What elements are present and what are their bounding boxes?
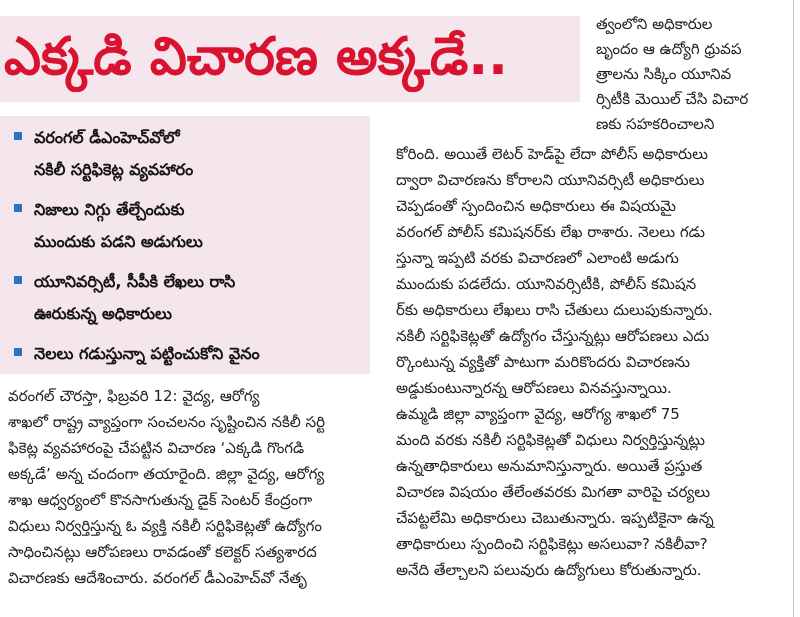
article-line: ద్వారా విచారణను కోరాలని యూనివర్సిటీ అధికారులు [396,171,705,189]
highlight-line: నెలలు గడుస్తున్నా పట్టించుకోని వైనం [34,344,260,363]
square-bullet-icon [14,204,22,212]
article-line: ణకు సహకరించాలని [596,115,715,133]
article-line: ర్కొంటున్న వ్యక్తితో పాటుగా మరికొందరు విచారణను [396,353,690,371]
article-line: అనేది తేల్చాలని పలువురు ఉద్యోగులు కోరుతున్నారు. [396,561,702,579]
article-line: వరంగల్ చౌరస్తా, ఫిబ్రవరి 12: వైద్య, ఆరోగ్య [8,387,260,405]
article-line: తాధికారులు స్పందించి సర్టిఫికెట్లు అసలువా? నకిలీవా? [396,535,708,553]
highlight-line: ముందుకు పడని అడుగులు [34,232,203,251]
article-line: అడ్డుకుంటున్నారన్న ఆరోపణలు వినవస్తున్నాయి. [396,379,672,397]
article-line: శాఖ ఆధ్వర్యంలో కొనసాగుతున్న డైక్ సెంటర్ కేంద్రంగా [8,491,313,509]
square-bullet-icon [14,276,22,284]
square-bullet-icon [14,132,22,140]
article-line: విధులు నిర్వర్తిస్తున్న ఓ వ్యక్తి నకిలీ సర్టిఫికెట్లతో ఉద్యోగం [8,517,323,535]
article-line: సాధించినట్లు ఆరోపణలు రావడంతో కలెక్టర్ సత్యశారద [8,543,317,561]
article-line: త్రాలను సిక్కిం యూనివ [596,65,732,83]
article-line: విచారణ విషయం తేలేంతవరకు మిగతా వారిపై చర్యలు [396,483,711,501]
square-bullet-icon [14,348,22,356]
article-line: చెప్పడంతో స్పందించిన అధికారులు ఈ విషయమై [396,197,677,215]
highlight-item [0,194,370,258]
article-line: వరంగల్ పోలీస్ కమిషనర్‌కు లేఖ రాశారు. నెలలు గడు [396,223,705,241]
highlight-line: నిజాలు నిగ్గు తేల్చేందుకు [34,200,185,219]
highlight-item [0,338,370,370]
article-line: నకిలీ సర్టిఫికెట్లతో ఉద్యోగం చేస్తున్నట్లు ఆరోపణలు ఎదు [396,327,710,345]
column-rule [793,0,794,617]
article-line: బృందం ఆ ఉద్యోగి ధ్రువప [596,40,742,58]
highlight-line: యూనివర్సిటీ, సీపీకి లేఖలు రాసి [34,272,236,291]
article-line: ర్సిటీకి మెయిల్ చేసి విచార [596,90,749,108]
article-line: ఉన్నతాధికారులు అనుమానిస్తున్నారు. అయితే ప్రస్తుత [396,457,703,475]
article-line: మంది వరకు నకిలీ సర్టిఫికెట్లతో విధులు నిర్వర్తిస్తున్నట్లు [396,431,705,449]
article-line: విచారణకు ఆదేశించారు. వరంగల్ డీఎంహెచ్‌వో నేతృ [8,569,307,587]
highlight-line: ఊరుకున్న అధికారులు [34,304,172,323]
highlight-line: వరంగల్ డీఎంహెచ్‌వోలో [34,128,180,147]
highlight-item [0,266,370,330]
article-line: శాఖలో రాష్ట్ర వ్యాప్తంగా సంచలనం సృష్టించిన నకిలీ సర్టి [8,413,325,431]
article-line: ఫికెట్ల వ్యవహారంపై చేపట్టిన విచారణ ‘ఎక్కడి గొంగడి [8,439,305,457]
highlight-line: నకిలీ సర్టిఫికెట్ల వ్యవహారం [34,160,194,179]
article-line: కోరింది. అయితే లెటర్ హెడ్‌పై లేదా పోలీస్ అధికారులు [396,145,708,163]
article-line: ఉమ్మడి జిల్లా వ్యాప్తంగా వైద్య, ఆరోగ్య శాఖలో 75 [396,405,680,423]
headline: ఎక్కడి విచారణ అక్కడే.. [4,27,508,87]
article-line: ర్‌కు అధికారులు లేఖలు రాసి చేతులు దులుపుకున్నారు. [396,301,713,319]
article-line: చేపట్టలేమి అధికారులు చెబుతున్నారు. ఇప్పటికైనా ఉన్న [396,509,714,527]
article-line: అక్కడే’ అన్న చందంగా తయారైంది. జిల్లా వైద్య, ఆరోగ్య [8,465,325,483]
article-line: స్తున్నా ఇప్పటి వరకు విచారణలో ఎలాంటి అడుగు [396,249,679,267]
article-line: ముందుకు పడలేదు. యూనివర్సిటీకి, పోలీస్ కమిషన [396,275,697,293]
article-line: త్వంలోని అధికారుల [596,15,713,33]
highlight-item [0,122,370,186]
